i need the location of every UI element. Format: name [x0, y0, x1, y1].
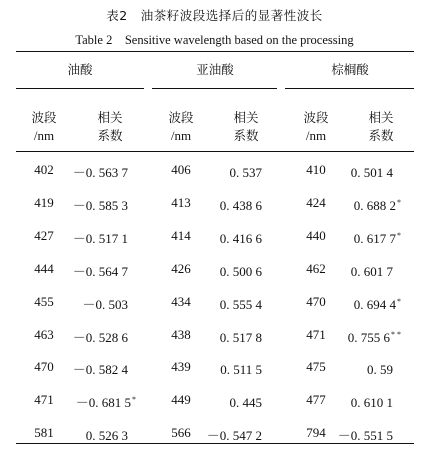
- correlation-cell: [321, 327, 401, 346]
- correlation-value: 0. 610 1: [350, 395, 393, 410]
- correlation-cell: [321, 425, 394, 444]
- correlation-value: 0. 688 2: [353, 198, 396, 213]
- correlation-cell: [56, 359, 129, 378]
- correlation-cell: [190, 294, 263, 313]
- band-header: 波段: [31, 110, 57, 125]
- correlation-cell: [321, 261, 394, 280]
- correlation-cell: [321, 359, 394, 378]
- group-rule-1: [16, 88, 144, 89]
- band-cell: 413: [171, 195, 191, 210]
- correlation-cell: [56, 195, 129, 214]
- correlation-value: －0. 517 1: [72, 231, 128, 246]
- correlation-cell: [56, 294, 129, 313]
- correlation-header-line2: 系数: [233, 128, 259, 143]
- correlation-header: 相关: [233, 110, 259, 125]
- correlation-value: －0. 564 7: [72, 264, 128, 279]
- correlation-value: －0. 551 5: [337, 428, 393, 443]
- band-cell: 434: [171, 294, 191, 309]
- correlation-value: －0. 681 5: [75, 395, 131, 410]
- band-cell: 444: [34, 261, 54, 276]
- correlation-header: 相关: [97, 110, 123, 125]
- correlation-value: －0. 585 3: [72, 198, 128, 213]
- correlation-cell: [190, 261, 263, 280]
- band-unit-header: /nm: [33, 128, 55, 143]
- significance-mark: *: [397, 231, 401, 240]
- correlation-value: 0. 517 8: [219, 330, 262, 345]
- band-cell: 440: [306, 228, 326, 243]
- band-header: 波段: [168, 110, 194, 125]
- band-cell: 426: [171, 261, 191, 276]
- correlation-cell: [56, 425, 129, 444]
- band-cell: 462: [306, 261, 326, 276]
- band-cell: 438: [171, 327, 191, 342]
- correlation-value: －0. 547 2: [206, 428, 262, 443]
- correlation-cell: [56, 261, 129, 280]
- correlation-cell: [190, 392, 263, 411]
- correlation-value: 0. 438 6: [219, 198, 262, 213]
- correlation-cell: [56, 392, 136, 411]
- correlation-value: 0. 555 4: [219, 297, 262, 312]
- correlation-value: 0. 755 6: [347, 330, 390, 345]
- correlation-value: 0. 537: [229, 165, 262, 180]
- band-cell: 406: [171, 162, 191, 177]
- significance-mark: *: [397, 198, 401, 207]
- correlation-cell: [190, 195, 263, 214]
- correlation-cell: [321, 294, 401, 313]
- correlation-cell: [56, 228, 129, 247]
- band-cell: 470: [306, 294, 326, 309]
- correlation-value: 0. 526 3: [85, 428, 128, 443]
- correlation-value: 0. 445: [229, 395, 262, 410]
- group-header: 棕榈酸: [331, 62, 369, 77]
- band-cell: 427: [34, 228, 54, 243]
- correlation-value: 0. 511 5: [220, 362, 262, 377]
- correlation-value: 0. 694 4: [353, 297, 396, 312]
- top-rule: [16, 51, 414, 52]
- correlation-cell: [190, 359, 263, 378]
- correlation-value: 0. 416 6: [219, 231, 262, 246]
- correlation-header: 相关: [368, 110, 394, 125]
- group-header: 亚油酸: [196, 62, 234, 77]
- correlation-cell: [190, 425, 263, 444]
- correlation-cell: [190, 327, 263, 346]
- group-header: 油酸: [67, 62, 93, 77]
- correlation-header-line2: 系数: [97, 128, 123, 143]
- correlation-value: －0. 528 6: [72, 330, 128, 345]
- band-cell: 424: [306, 195, 326, 210]
- correlation-header-line2: 系数: [368, 128, 394, 143]
- band-cell: 471: [34, 392, 54, 407]
- correlation-cell: [56, 327, 129, 346]
- correlation-cell: [321, 228, 401, 247]
- correlation-value: －0. 503: [82, 297, 128, 312]
- correlation-cell: [321, 392, 394, 411]
- correlation-value: 0. 501 4: [350, 165, 393, 180]
- significance-mark: * *: [391, 330, 401, 339]
- correlation-value: 0. 617 7: [353, 231, 396, 246]
- table-caption-chinese: 表2 油茶籽波段选择后的显著性波长: [106, 8, 323, 23]
- band-cell: 475: [306, 359, 326, 374]
- correlation-value: 0. 59: [367, 362, 393, 377]
- band-cell: 449: [171, 392, 191, 407]
- band-cell: 439: [171, 359, 191, 374]
- band-cell: 402: [34, 162, 54, 177]
- band-unit-header: /nm: [305, 128, 327, 143]
- correlation-cell: [190, 162, 263, 181]
- correlation-cell: [321, 195, 401, 214]
- group-rule-3: [285, 88, 414, 89]
- correlation-value: －0. 582 4: [72, 362, 128, 377]
- band-cell: 470: [34, 359, 54, 374]
- correlation-cell: [321, 162, 394, 181]
- correlation-cell: [190, 228, 263, 247]
- band-cell: 581: [34, 425, 54, 440]
- band-cell: 455: [34, 294, 54, 309]
- group-rule-2: [152, 88, 277, 89]
- band-cell: 463: [34, 327, 54, 342]
- correlation-value: 0. 601 7: [350, 264, 393, 279]
- table-caption-english: Table 2 Sensitive wavelength based on the processing: [75, 33, 354, 47]
- band-cell: 419: [34, 195, 54, 210]
- band-cell: 477: [306, 392, 326, 407]
- significance-mark: *: [397, 297, 401, 306]
- band-cell: 794: [306, 425, 326, 440]
- correlation-value: －0. 563 7: [72, 165, 128, 180]
- correlation-cell: [56, 162, 129, 181]
- band-cell: 410: [306, 162, 326, 177]
- band-cell: 414: [171, 228, 191, 243]
- significance-mark: *: [132, 395, 136, 404]
- band-cell: 471: [306, 327, 326, 342]
- band-unit-header: /nm: [170, 128, 192, 143]
- band-header: 波段: [303, 110, 329, 125]
- band-cell: 566: [171, 425, 191, 440]
- header-bottom-rule: [16, 151, 414, 152]
- correlation-value: 0. 500 6: [219, 264, 262, 279]
